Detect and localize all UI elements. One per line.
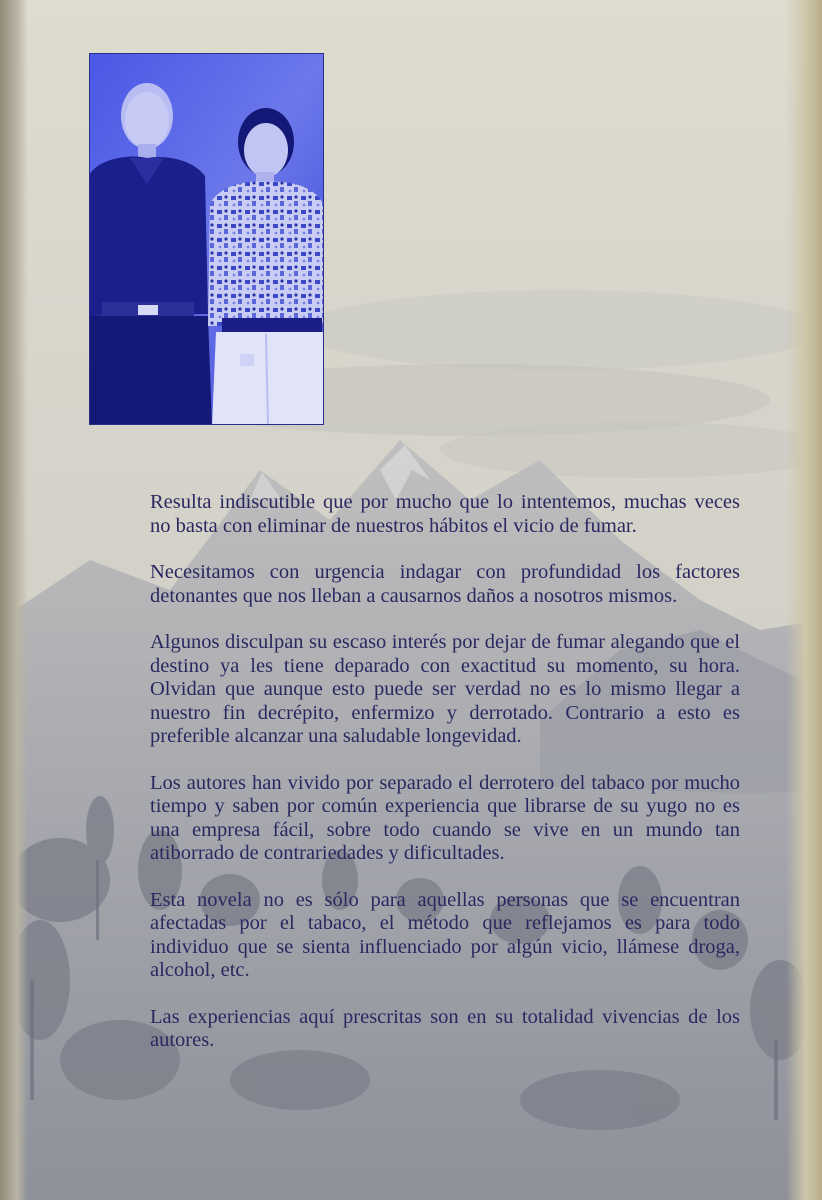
cover-left-edge <box>0 0 28 1200</box>
cover-right-edge <box>786 0 822 1200</box>
blurb-paragraph-3: Algunos disculpan su escaso interés por dejar de fumar alegando que el destino ya les tiene deparado con exactitud su momento, su hora. Olvidan que aunque esto puede ser verdad no es lo mismo llegar a nuestro fin decrépito, enfermizo y derrotado. Contrario a esto es preferible alcanzar una saludable longevidad. <box>150 631 740 747</box>
blurb-paragraph-1: Resulta indiscutible que por mucho que lo intentemos, muchas veces no basta con eliminar de nuestros hábitos el vicio de fumar. <box>150 491 740 537</box>
blurb-paragraph-6: Las experiencias aquí prescritas son en su totalidad vivencias de los autores. <box>150 1005 740 1051</box>
back-cover-blurb <box>150 491 740 1076</box>
blurb-paragraph-5: Esta novela no es sólo para aquellas personas que se encuentran afectadas por el tabaco, el método que reflejamos es para todo individuo que se sienta influenciado por algún vicio, llámese droga, alcohol, etc. <box>150 888 740 981</box>
blurb-paragraph-4: Los autores han vivido por separado el derrotero del tabaco por mucho tiempo y saben por común experiencia que librarse de su yugo no es una empresa fácil, sobre todo cuando se vive en un mundo tan atiborrado de contrariedades y dificultades. <box>150 771 740 864</box>
authors-portrait-icon <box>90 54 324 425</box>
authors-photo <box>89 53 324 425</box>
blurb-paragraph-2: Necesitamos con urgencia indagar con profundidad los factores detonantes que nos lleban a causarnos daños a nosotros mismos. <box>150 561 740 607</box>
